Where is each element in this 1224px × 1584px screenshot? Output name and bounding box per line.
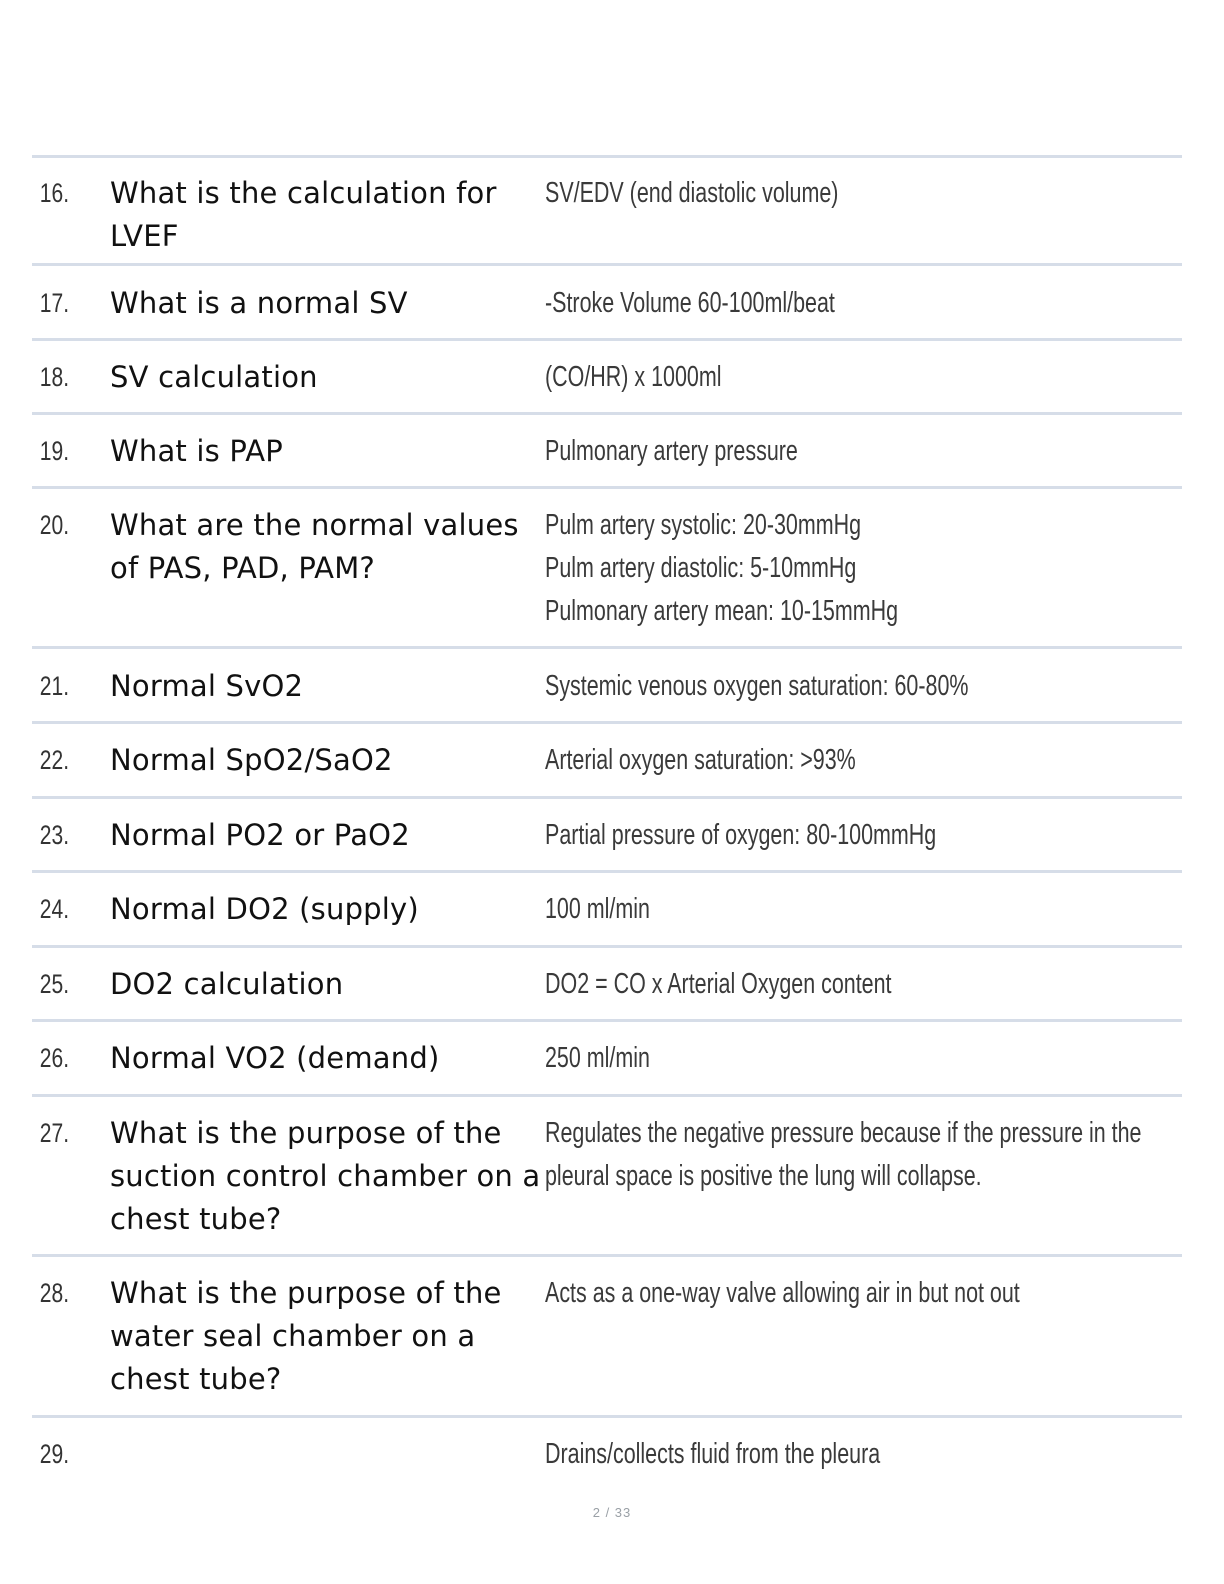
card-question: What is the purpose of the water seal chamber on a chest tube? (110, 1276, 502, 1396)
card-row (32, 724, 1182, 799)
card-answer (545, 888, 1182, 945)
card-number: 24. (39, 894, 70, 924)
card-row (32, 1418, 1182, 1492)
card-row (32, 649, 1182, 724)
card-answer-text: Regulates the negative pressure because if the pressure in the pleural space is positive the lung will collapse. (545, 1117, 1142, 1192)
card-question: What is the calculation for LVEF (110, 176, 497, 253)
card-row (32, 1097, 1182, 1257)
card-number: 25. (39, 969, 70, 999)
card-answer (545, 356, 1182, 412)
card-row (32, 1257, 1182, 1418)
card-question: What is the purpose of the suction control chamber on a chest tube? (110, 1116, 541, 1236)
card-answer-text: Arterial oxygen saturation: >93% (545, 744, 856, 776)
card-answer (545, 1433, 1182, 1492)
card-answer (545, 1272, 1182, 1415)
card-answer (545, 1037, 1182, 1094)
card-number: 17. (39, 288, 70, 318)
card-question: SV calculation (110, 360, 318, 394)
card-answer-text: DO2 = CO x Arterial Oxygen content (545, 968, 892, 1000)
card-number: 16. (39, 178, 70, 208)
card-row (32, 158, 1182, 266)
card-row (32, 341, 1182, 415)
card-question: DO2 calculation (110, 967, 344, 1001)
card-answer-text: 100 ml/min (545, 893, 650, 925)
card-question: What is a normal SV (110, 286, 408, 320)
card-answer (545, 665, 1182, 721)
card-number: 21. (39, 671, 70, 701)
card-number: 19. (39, 436, 70, 466)
page-number: 2 / 33 (592, 1505, 632, 1520)
card-row (32, 948, 1182, 1022)
card-answer (545, 1112, 1182, 1254)
card-row (32, 266, 1182, 341)
card-answer-text: 250 ml/min (545, 1042, 650, 1074)
card-question: Normal SvO2 (110, 669, 304, 703)
card-question: Normal DO2 (supply) (110, 892, 419, 926)
card-answer-text: Drains/collects fluid from the pleura (545, 1438, 881, 1470)
card-number: 23. (39, 820, 70, 850)
card-row (32, 489, 1182, 649)
card-answer-text: (CO/HR) x 1000ml (545, 361, 722, 393)
card-answer-text: -Stroke Volume 60-100ml/beat (545, 287, 835, 319)
card-question: Normal SpO2/SaO2 (110, 743, 393, 777)
card-number: 27. (39, 1118, 70, 1148)
card-number: 29. (39, 1439, 70, 1469)
card-row (32, 873, 1182, 948)
card-answer (545, 430, 1182, 486)
card-answer-text: Partial pressure of oxygen: 80-100mmHg (545, 819, 937, 851)
card-answer-text: Systemic venous oxygen saturation: 60-80% (545, 670, 969, 702)
card-number: 26. (39, 1043, 70, 1073)
card-number: 20. (39, 510, 70, 540)
card-row (32, 799, 1182, 873)
card-number: 28. (39, 1278, 70, 1308)
card-answer (545, 282, 1182, 338)
card-answer (545, 172, 1182, 263)
card-number: 18. (39, 362, 70, 392)
card-answer-text: SV/EDV (end diastolic volume) (545, 177, 839, 209)
card-answer-text: Acts as a one-way valve allowing air in but not out (545, 1277, 1020, 1309)
card-question: Normal VO2 (demand) (110, 1041, 440, 1075)
card-question: Normal PO2 or PaO2 (110, 818, 410, 852)
card-answer-text: Pulm artery systolic: 20-30mmHg Pulm artery diastolic: 5-10mmHg Pulmonary artery mean: 10-15mmHg (545, 509, 899, 627)
card-answer (545, 504, 1182, 646)
card-question (110, 1433, 545, 1492)
card-question: What is PAP (110, 434, 283, 468)
card-row (32, 1022, 1182, 1097)
card-question: What are the normal values of PAS, PAD, PAM? (110, 508, 519, 585)
flashcard-table (32, 155, 1182, 1492)
card-answer-text: Pulmonary artery pressure (545, 435, 798, 467)
card-answer (545, 739, 1182, 796)
card-answer (545, 963, 1182, 1019)
card-number: 22. (39, 745, 70, 775)
card-answer (545, 814, 1182, 870)
card-row (32, 415, 1182, 489)
